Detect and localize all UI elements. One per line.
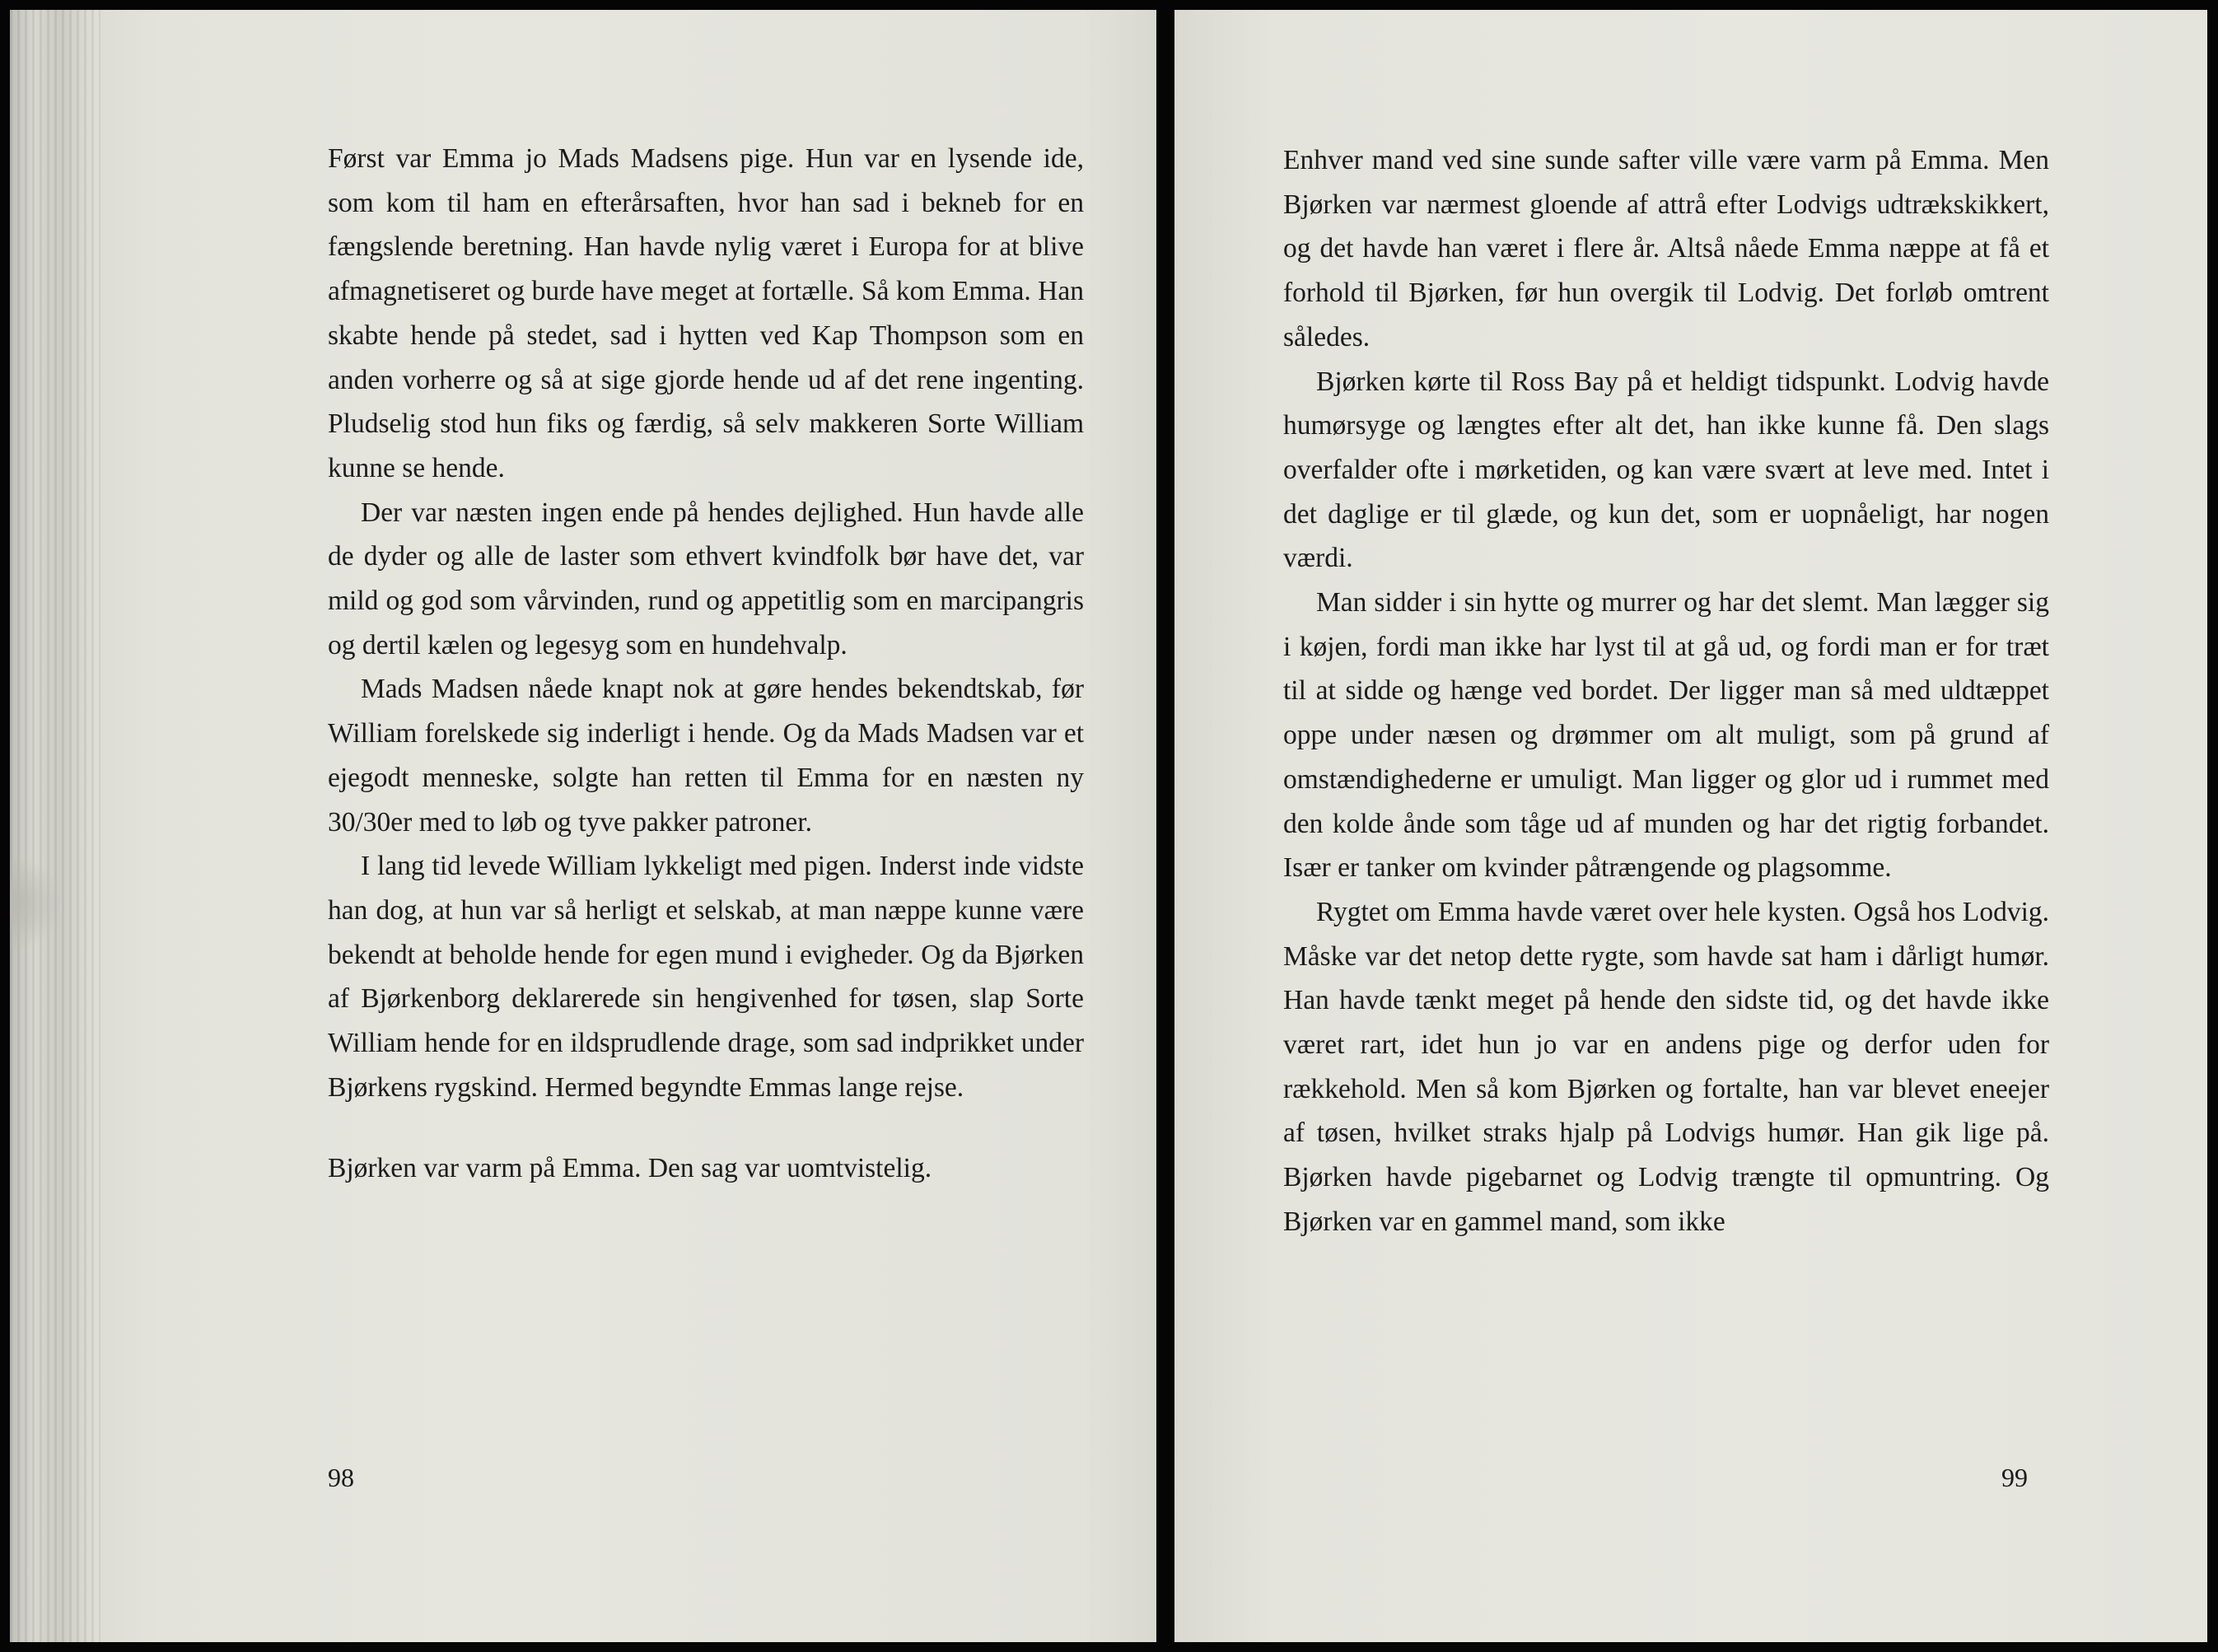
section-break: [328, 1109, 1084, 1146]
page-number: 99: [2001, 1463, 2028, 1492]
paragraph: Først var Emma jo Mads Madsens pige. Hun var en lysende ide, som kom til ham en efterårsaften, hvor han sad i bekneb for en fængslende beretning. Han havde nylig været i Europa for at blive afmagnetiseret og burde have meget at fortælle. Så kom Emma. Han skabte hende på stedet, sad i hytten ved Kap Thompson som en anden vorherre og så at sige gjorde hende ud af det rene ingenting. Pludselig stod hun fiks og færdig, så selv makkeren Sorte William kunne se hende.: [328, 143, 1084, 483]
paragraph: I lang tid levede William lykkeligt med pigen. Inderst inde vidste han dog, at hun var så herligt et selskab, at man næppe kunne være bekendt at beholde hende for egen mund i evigheder. Og da Bjørken af Bjørkenborg deklarerede sin hengivenhed for tøsen, slap Sorte William hende for en ildsprudlende drage, som sad indprikket under Bjørkens rygskind. Hermed begyndte Emmas lange rejse.: [328, 851, 1084, 1103]
left-page-text: [328, 137, 1084, 1191]
right-page: [1174, 10, 2207, 1642]
paragraph: Der var næsten ingen ende på hendes dejlighed. Hun havde alle de dyder og alle de laster som ethvert kvindfolk bør have det, var mild og god som vårvinden, rund og appetitlig som en marcipangris og dertil kælen og legesyg som en hundehvalp.: [328, 497, 1084, 660]
paragraph: Mads Madsen nåede knapt nok at gøre hendes bekendtskab, før William forelskede sig inderligt i hende. Og da Mads Madsen var et ejegodt menneske, solgte han retten til Emma for en næsten ny 30/30er med to løb og tyve pakker patroner.: [328, 674, 1084, 838]
paragraph: Rygtet om Emma havde været over hele kysten. Også hos Lodvig. Måske var det netop dette rygte, som havde sat ham i dårligt humør. Han havde tænkt meget på hende den sidste tid, og det havde ikke været rart, idet hun jo var en andens pige og derfor uden for rækkehold. Men så kom Bjørken og fortalte, han var blevet eneejer af tøsen, hvilket straks hjalp på Lodvigs humør. Han gik lige på. Bjørken havde pigebarnet og Lodvig trængte til opmuntring. Og Bjørken var en gammel mand, som ikke: [1283, 896, 2049, 1237]
page-number: 98: [328, 1463, 354, 1492]
paragraph: Bjørken kørte til Ross Bay på et heldigt tidspunkt. Lodvig havde humørsyge og længtes efter alt det, han ikke kunne få. Den slags overfalder ofte i mørketiden, og kan være svært at leve med. Intet i det daglige er til glæde, og kun det, som er uopnåeligt, har nogen værdi.: [1283, 366, 2049, 574]
left-page: [10, 10, 1156, 1642]
paragraph: Man sidder i sin hytte og murrer og har det slemt. Man lægger sig i køjen, fordi man ikke har lyst til at gå ud, og fordi man er for træt til at sidde og hænge ved bordet. Der ligger man så med uldtæppet oppe under næsen og drømmer om alt muligt, som på grund af omstændighederne er umuligt. Man ligger og glor ud i rummet med den kolde ånde som tåge ud af munden og har det rigtig forbandet. Især er tanker om kvinder påtrængende og plagsomme.: [1283, 587, 2049, 884]
paragraph: Bjørken var varm på Emma. Den sag var uomtvistelig.: [328, 1153, 932, 1184]
page-blur-mark: [10, 858, 59, 949]
paragraph: Enhver mand ved sine sunde safter ville være varm på Emma. Men Bjørken var nærmest gloende af attrå efter Lodvigs udtrækskikkert, og det havde han været i flere år. Altså nåede Emma næppe at få et forhold til Bjørken, før hun overgik til Lodvig. Det forløb omtrent således.: [1283, 145, 2049, 352]
page-edge-shadow: [10, 10, 100, 1642]
right-page-text: [1283, 138, 2049, 1244]
